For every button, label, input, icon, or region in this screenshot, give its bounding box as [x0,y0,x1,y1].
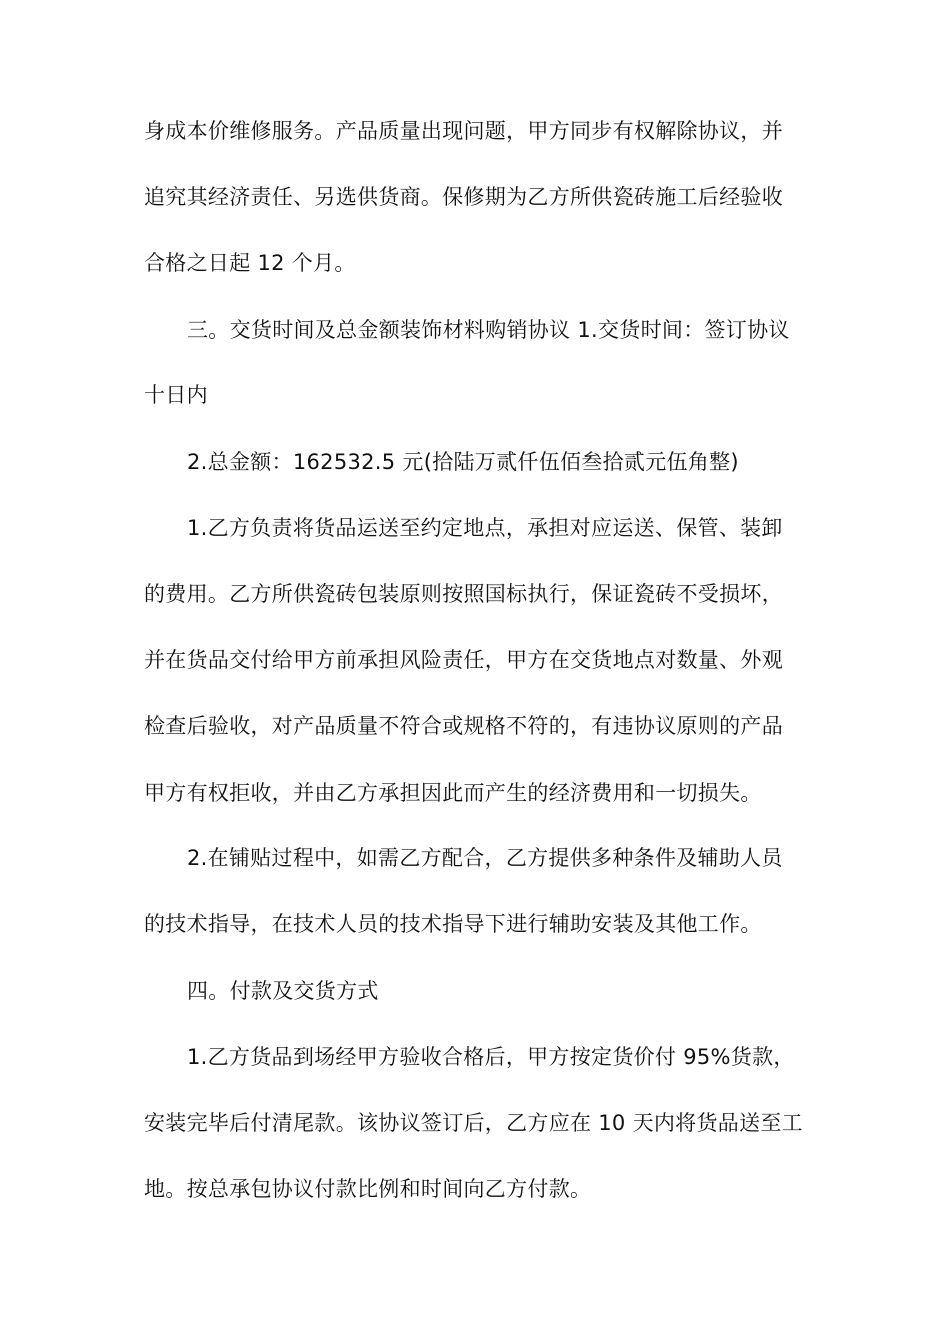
text-line: 1.乙方货品到场经甲方验收合格后，甲方按定货价付 95%货款， [187,1045,795,1069]
text-line: 的技术指导，在技术人员的技术指导下进行辅助安装及其他工作。 [144,912,762,936]
text-line: 地。按总承包协议付款比例和时间向乙方付款。 [144,1177,592,1201]
section-heading-delivery: 三。交货时间及总金额装饰材料购销协议 1.交货时间：签订协议 [187,318,790,342]
text-line: 安装完毕后付清尾款。该协议签订后，乙方应在 10 天内将货品送至工 [144,1111,803,1135]
text-line: 1.乙方负责将货品运送至约定地点，承担对应运送、保管、装卸 [187,516,783,540]
text-line: 合格之日起 12 个月。 [144,251,356,275]
text-line: 检查后验收，对产品质量不符合或规格不符的，有违协议原则的产品 [144,714,783,738]
total-amount-line: 2.总金额：162532.5 元(拾陆万贰仟伍佰叁拾贰元伍角整) [187,450,739,474]
text-line: 追究其经济责任、另选供货商。保修期为乙方所供瓷砖施工后经验收 [144,185,783,209]
text-line: 甲方有权拒收，并由乙方承担因此而产生的经济费用和一切损失。 [144,781,762,805]
text-line: 十日内 [144,383,208,407]
text-line: 身成本价维修服务。产品质量出现问题，甲方同步有权解除协议，并 [144,119,783,143]
text-line: 的费用。乙方所供瓷砖包装原则按照国标执行，保证瓷砖不受损坏， [144,582,783,606]
text-line: 2.在铺贴过程中，如需乙方配合，乙方提供多种条件及辅助人员 [187,846,783,870]
section-heading-payment: 四。付款及交货方式 [187,979,379,1003]
text-line: 并在货品交付给甲方前承担风险责任，甲方在交货地点对数量、外观 [144,648,783,672]
